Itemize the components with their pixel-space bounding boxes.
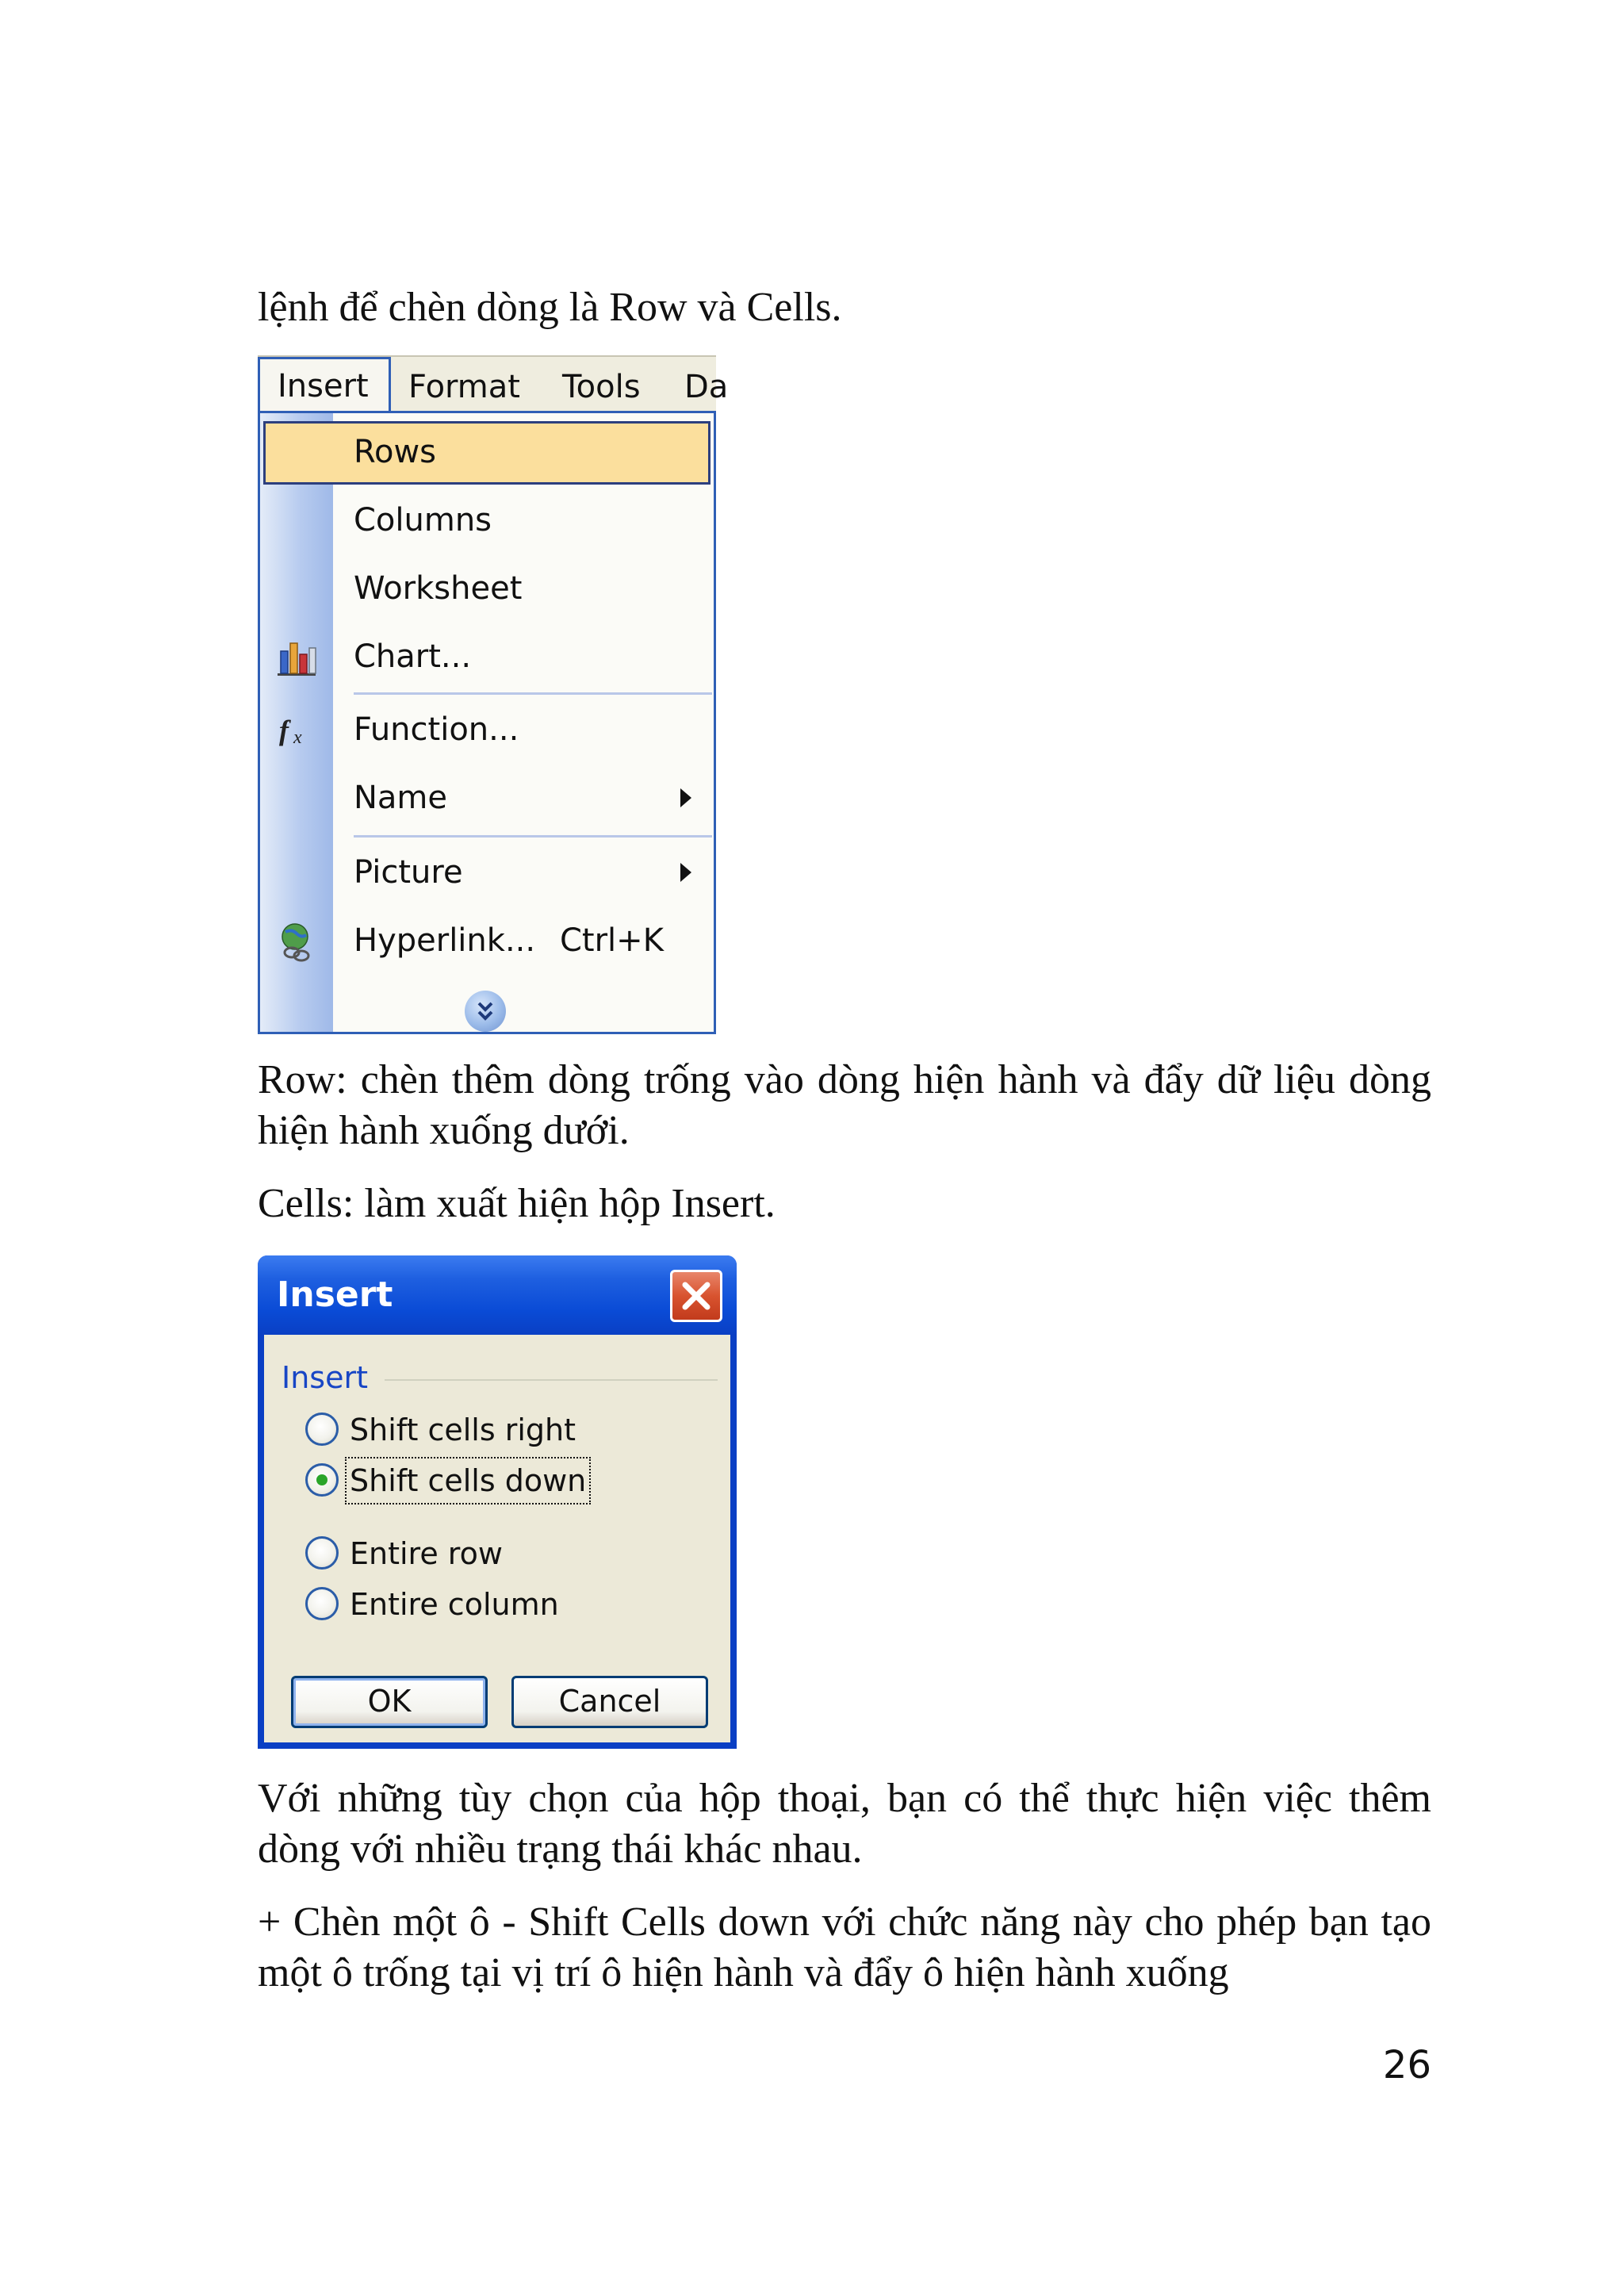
page-number: 26 (1382, 2043, 1431, 2087)
menu-item-label: Chart... (354, 638, 472, 675)
svg-text:x: x (293, 727, 302, 748)
chart-icon (274, 637, 319, 678)
group-label: Insert (282, 1360, 368, 1395)
shift-cells-description: + Chèn một ô - Shift Cells down với chức năng này cho phép bạn tạo một ô trống tại vị trí ô hiện hành và đẩy ô hiện hành xuống (258, 1899, 1431, 1995)
menubar-item-insert[interactable]: Insert (258, 357, 391, 416)
menu-item-function[interactable] (260, 696, 714, 764)
submenu-arrow-icon (680, 788, 691, 807)
function-icon (274, 710, 319, 751)
dialog-body (264, 1335, 730, 1742)
menu-bar (258, 355, 729, 414)
menu-item-worksheet[interactable] (260, 554, 714, 623)
close-button[interactable] (670, 1270, 722, 1322)
radio-button-checked[interactable] (305, 1463, 339, 1497)
menu-item-name[interactable] (260, 764, 714, 832)
radio-label: Entire row (350, 1536, 503, 1571)
radio-label: Entire column (350, 1587, 559, 1622)
radio-label: Shift cells right (350, 1412, 576, 1447)
double-chevron-down-icon[interactable] (465, 991, 506, 1032)
insert-menu-screenshot (258, 355, 729, 1034)
radio-button[interactable] (305, 1536, 339, 1570)
options-description: Với những tùy chọn của hộp thoại, bạn có thể thực hiện việc thêm dòng với nhiều trạng thái khác nhau. (258, 1776, 1431, 1872)
svg-text:f: f (279, 715, 289, 746)
menu-item-rows[interactable] (260, 418, 714, 486)
menubar-item-tools[interactable]: Tools (562, 369, 641, 405)
menu-item-label: Columns (354, 502, 492, 539)
menu-item-columns[interactable] (260, 486, 714, 554)
menu-item-highlight (263, 421, 710, 485)
menu-item-picture[interactable] (260, 838, 714, 907)
menu-item-label: Picture (354, 854, 463, 891)
group-divider (385, 1379, 718, 1381)
intro-paragraph: lệnh để chèn dòng là Row và Cells. (258, 285, 842, 330)
menubar-item-data[interactable]: Da (684, 369, 729, 405)
close-icon (672, 1272, 720, 1320)
chevron-glyph (465, 991, 506, 1032)
row-description: Row: chèn thêm dòng trống vào dòng hiện hành và đẩy dữ liệu dòng hiện hành xuống dưới. (258, 1057, 1431, 1153)
menu-item-label: Hyperlink... (354, 922, 536, 959)
radio-button[interactable] (305, 1587, 339, 1620)
menu-separator (354, 835, 712, 838)
menu-item-label: Name (354, 780, 448, 816)
ok-button[interactable]: OK (291, 1676, 488, 1728)
menu-item-shortcut: Ctrl+K (560, 922, 664, 959)
hyperlink-globe-icon (274, 921, 319, 962)
menubar-item-format[interactable]: Format (408, 369, 520, 405)
cells-description: Cells: làm xuất hiện hộp Insert. (258, 1181, 776, 1226)
dialog-title: Insert (277, 1274, 393, 1315)
menu-item-hyperlink[interactable] (260, 907, 714, 975)
dialog-titlebar (258, 1255, 737, 1335)
insert-dialog (258, 1255, 737, 1749)
cancel-button[interactable]: Cancel (511, 1676, 708, 1728)
radio-button[interactable] (305, 1412, 339, 1446)
menu-item-label: Function... (354, 711, 519, 748)
menu-item-label: Rows (354, 434, 437, 470)
menu-item-label: Worksheet (354, 570, 523, 607)
insert-dropdown-menu (258, 411, 716, 1034)
radio-label: Shift cells down (347, 1458, 589, 1503)
submenu-arrow-icon (680, 863, 691, 882)
menu-separator (354, 692, 712, 695)
menu-item-chart[interactable] (260, 623, 714, 691)
